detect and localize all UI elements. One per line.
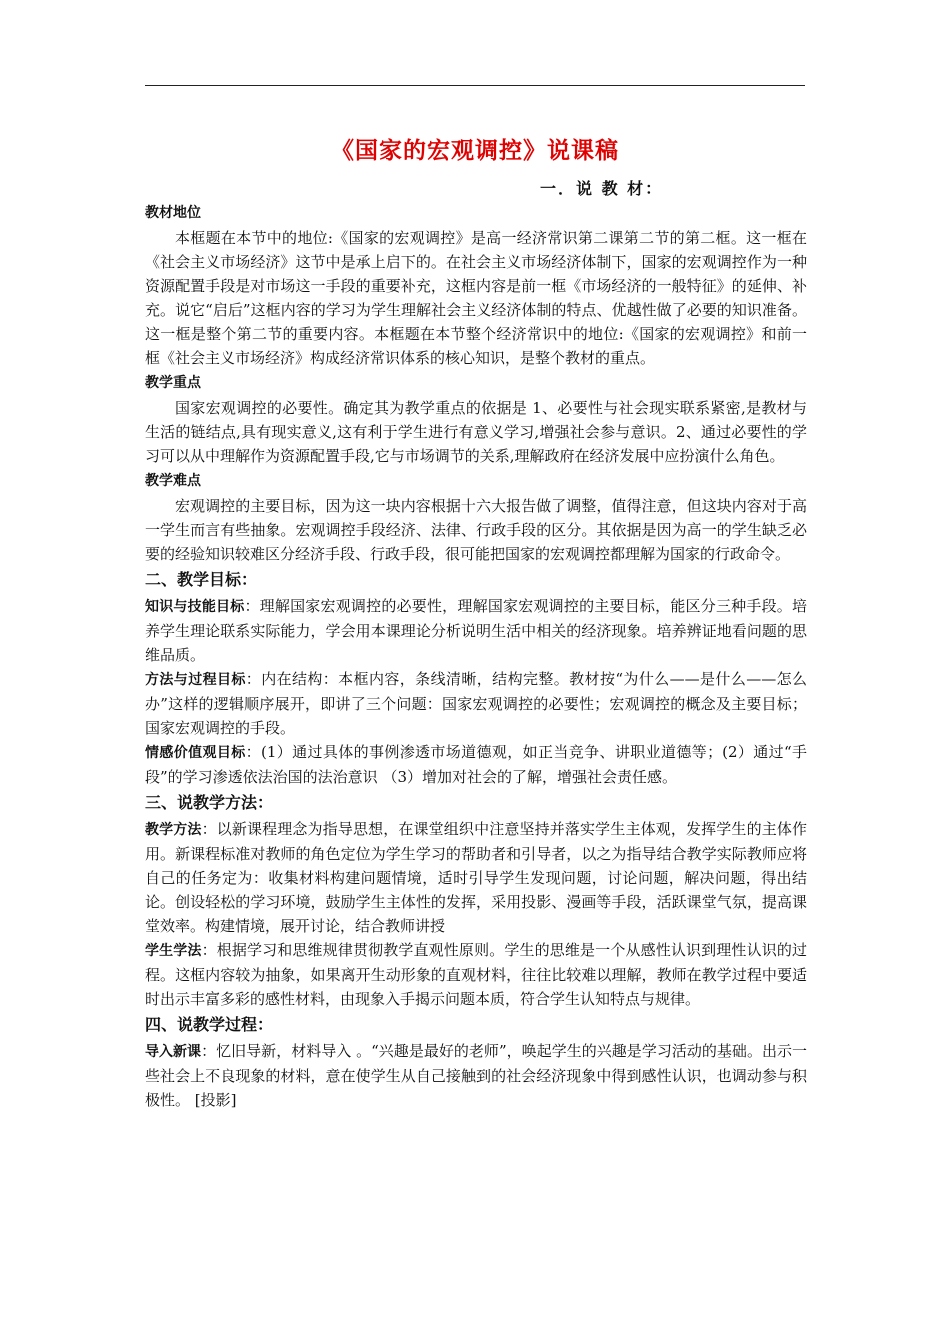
subheading-difficulty: 教学难点 (145, 473, 201, 489)
goal-emotion-lead: 情感价值观目标 (145, 745, 246, 761)
paragraph-key-point: 国家宏观调控的必要性。确定其为教学重点的依据是 1、必要性与社会现实联系紧密,是教材与生活的链结点,具有现实意义,这有利于学生进行有意义学习,增强社会参与意识。2、通过必要性的学习可以从中理解作为资源配置手段,它与市场调节的关系,理解政府在经济发展中应扮演什么角色。 (145, 399, 807, 465)
method-learning-lead: 学生学法 (145, 943, 202, 959)
method-teaching-lead: 教学方法 (145, 822, 202, 838)
process-intro-lead: 导入新课 (145, 1044, 202, 1060)
goal-method-lead: 方法与过程目标 (145, 672, 246, 688)
method-learning-text: ：根据学习和思维规律贯彻教学直观性原则。学生的思维是一个从感性认识到理性认识的过程。这框内容较为抽象，如果离开生动形象的直观材料，往往比较难以理解，教师在教学过程中要适时出示丰富多彩的感性材料，由现象入手揭示问题本质，符合学生认知特点与规律。 (145, 941, 807, 1008)
goal-knowledge (145, 594, 807, 667)
paragraph-position: 本框题在本节中的地位:《国家的宏观调控》是高一经济常识第二课第二节的第二框。这一框在《社会主义市场经济》这节中是承上启下的。在社会主义市场经济体制下，国家的宏观调控作为一种资源配置手段是对市场这一手段的重要补充，这框内容是前一框《市场经济的一般特征》的延伸、补充。说它“启后”这框内容的学习为学生理解社会主义经济体制的特点、优越性做了必要的知识准备。这一框是整个第二节的重要内容。本框题在本节整个经济常识中的地位:《国家的宏观调控》和前一框《社会主义市场经济》构成经济常识体系的核心知识，是整个教材的重点。 (145, 229, 807, 367)
process-intro-text: ：忆旧导新，材料导入 。“兴趣是最好的老师”，唤起学生的兴趣是学习活动的基础。出示一些社会上不良现象的材料，意在使学生从自己接触到的社会经济现象中得到感性认识，也调动参与积极性。 [投影] (145, 1042, 808, 1109)
paragraph-difficulty: 宏观调控的主要目标，因为这一块内容根据十六大报告做了调整，值得注意，但这块内容对于高一学生而言有些抽象。宏观调控手段经济、法律、行政手段的区分。其依据是因为高一的学生缺乏必要的经验知识较难区分经济手段、行政手段，很可能把国家的宏观调控都理解为国家的行政命令。 (145, 497, 807, 563)
goal-emotion (145, 740, 807, 789)
goal-emotion-text: ：(1）通过具体的事例渗透市场道德观，如正当竞争、讲职业道德等；(2）通过“手段”的学习渗透依法治国的法治意识 （3）增加对社会的了解，增强社会责任感。 (145, 743, 807, 786)
goal-method-text: ：内在结构：本框内容，条线清晰，结构完整。教材按“为什么——是什么——怎么办”这样的逻辑顺序展开，即讲了三个问题：国家宏观调控的必要性；宏观调控的概念及主要目标；国家宏观调控的手段。 (145, 670, 808, 737)
section-heading-2: 二、教学目标： (145, 570, 258, 589)
goal-method (145, 667, 807, 740)
goal-knowledge-text: ：理解国家宏观调控的必要性，理解国家宏观调控的主要目标，能区分三种手段。培养学生理论联系实际能力，学会用本课理论分析说明生活中相关的经济现象。培养辨证地看问题的思维品质。 (145, 597, 807, 664)
process-intro (145, 1039, 807, 1112)
section-heading-3: 三、说教学方法： (145, 793, 274, 812)
document-body (145, 200, 807, 1112)
section-heading-4: 四、说教学过程： (145, 1015, 274, 1034)
goal-knowledge-lead: 知识与技能目标 (145, 599, 245, 615)
method-learning (145, 938, 807, 1011)
document-title: 《国家的宏观调控》说课稿 (331, 138, 619, 164)
method-teaching-text: ：以新课程理念为指导思想，在课堂组织中注意坚持并落实学生主体观，发挥学生的主体作用。新课程标准对教师的角色定位为学生学习的帮助者和引导者，以之为指导结合教学实际教师应将自己的任务定为：收集材料构建问题情境，适时引导学生发现问题，讨论问题，解决问题，得出结论。创设轻松的学习环境，鼓励学生主体性的发挥，采用投影、漫画等手段，活跃课堂气氛，提高课堂效率。构建情境，展开讨论，结合教师讲授 (145, 820, 807, 935)
method-teaching (145, 817, 807, 938)
header-rule (145, 85, 805, 86)
subheading-position: 教材地位 (145, 205, 201, 221)
subheading-key-point: 教学重点 (145, 375, 201, 391)
section-heading-1: 一．说 教 材： (540, 179, 664, 198)
